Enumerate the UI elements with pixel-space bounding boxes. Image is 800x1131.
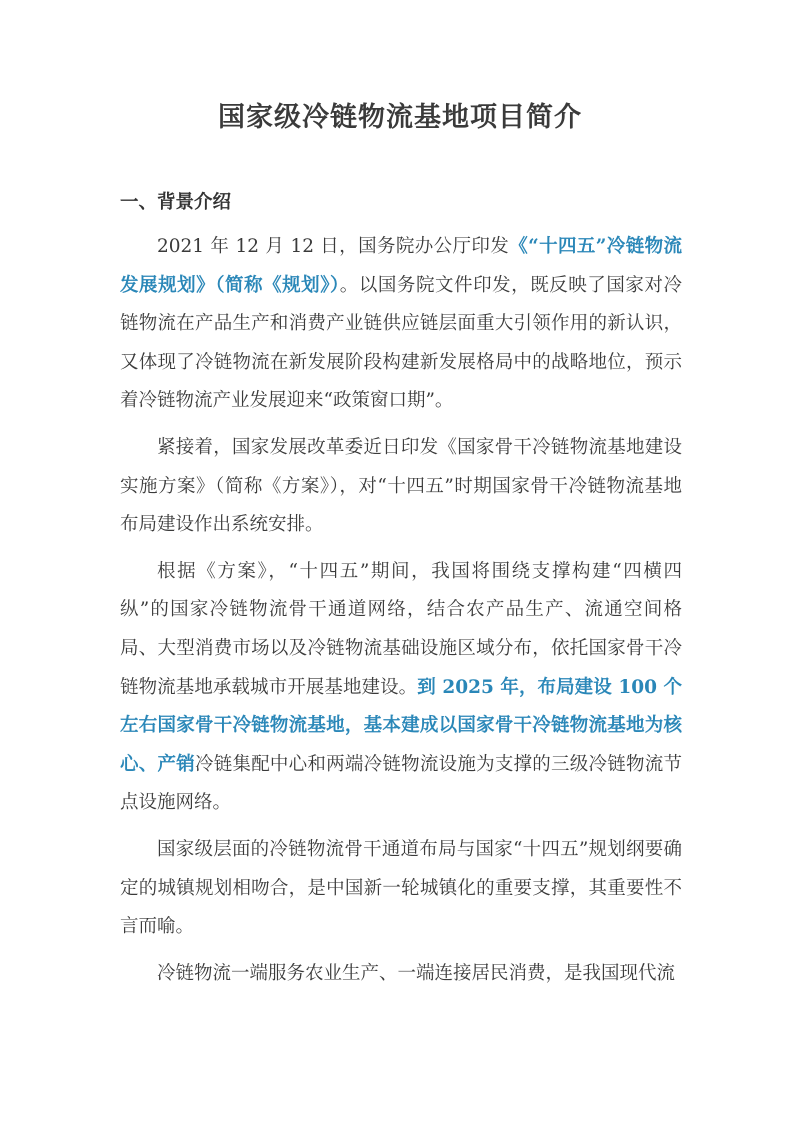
paragraph-2-text: 紧接着，国家发展改革委近日印发《国家骨干冷链物流基地建设实施方案》（简称《方案》），对“十四五”时期国家骨干冷链物流基地布局建设作出系统安排。 (120, 436, 682, 536)
paragraph-3 (120, 553, 682, 823)
section-heading: 一、背景介绍 (120, 192, 232, 213)
paragraph-1 (120, 228, 682, 421)
paragraph-2 (120, 429, 682, 545)
paragraph-4 (120, 831, 682, 947)
paragraph-1-text: 2021 年 12 月 12 日，国务院办公厅印发 (157, 236, 510, 257)
paragraph-3-text-end: 冷链集配中心和两端冷链物流设施为支撑的三级冷链物流节点设施网络。 (120, 753, 682, 814)
page-title: 国家级冷链物流基地项目简介 (218, 102, 582, 133)
body-text (120, 228, 682, 1001)
paragraph-3-text: 根据《方案》，“十四五”期间，我国将围绕支撑构建“四横四纵”的国家冷链物流骨干通道网络，结合农产品生产、流通空间格局、大型消费市场以及冷链物流基础设施区域分布，依托国家骨干冷链物流基地承载城市开展基地建设。 (120, 560, 682, 698)
paragraph-5 (120, 955, 682, 994)
paragraph-1-text-end: 。以国务院文件印发，既反映了国家对冷链物流在产品生产和消费产业链供应链层面重大引领作用的新认识，又体现了冷链物流在新发展阶段构建新发展格局中的战略地位，预示着冷链物流产业发展迎来“政策窗口期”。 (120, 274, 682, 412)
paragraph-3-highlight: 到 2025 年，布局建设 100 个左右国家骨干冷链物流基地，基本建成以国家骨干冷链物流基地为核心、产销 (120, 676, 682, 775)
paragraph-1-highlight: 《“十四五”冷链物流发展规划》（简称《规划》） (120, 236, 682, 296)
paragraph-5-text: 冷链物流一端服务农业生产、一端连接居民消费，是我国现代流 (157, 962, 676, 984)
paragraph-4-text: 国家级层面的冷链物流骨干通道布局与国家“十四五”规划纲要确定的城镇规划相吻合，是中国新一轮城镇化的重要支撑，其重要性不言而喻。 (120, 838, 682, 938)
